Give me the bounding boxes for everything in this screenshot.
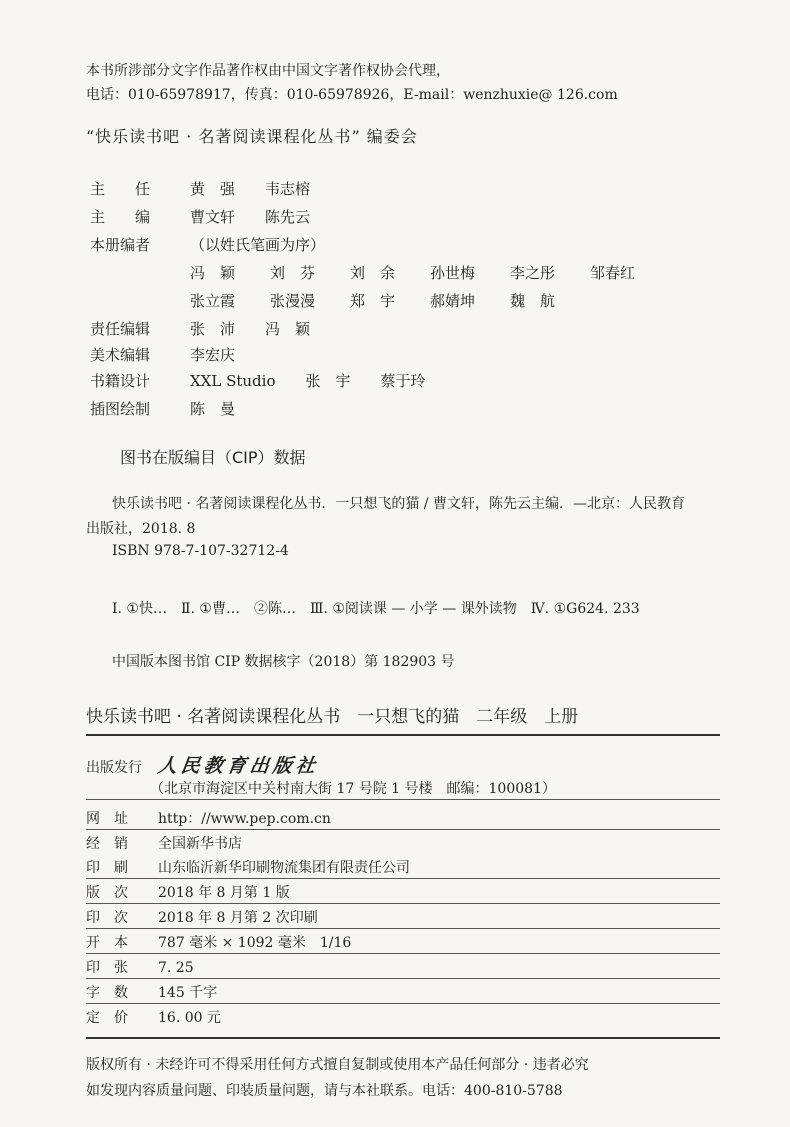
detail-row-word-count: [86, 982, 217, 1002]
detail-row-sheets: [86, 957, 194, 977]
committee-title: “快乐读书吧 · 名著阅读课程化丛书” 编委会: [86, 127, 418, 146]
detail-label: 定 价: [86, 1010, 128, 1026]
detail-value: 7. 25: [158, 960, 194, 976]
committee-value: 曹文轩 陈先云: [190, 208, 311, 226]
editors-list-row-2: [190, 290, 590, 311]
detail-row-distributor: [86, 833, 242, 853]
committee-value: 张 沛 冯 颖: [190, 320, 311, 338]
committee-label: 主 编: [90, 208, 151, 226]
detail-label: 印 次: [86, 910, 128, 926]
detail-value: 全国新华书店: [158, 836, 242, 852]
committee-row-volume-editors: [90, 234, 325, 255]
committee-label: 主 任: [90, 180, 151, 198]
committee-value: 陈 曼: [190, 400, 236, 418]
committee-row-book-design: [90, 370, 425, 391]
editors-list-row-1: [190, 262, 670, 283]
detail-row-website: [86, 808, 331, 828]
committee-label: 本册编者: [90, 236, 151, 254]
editor-name: 郑 宇: [350, 292, 396, 310]
copyright-agency-line: 本书所涉部分文字作品著作权由中国文字著作权协会代理，: [86, 63, 450, 79]
editor-name: 李之彤: [510, 264, 556, 282]
committee-row-chief-editor: [90, 206, 310, 227]
detail-value: 787 毫米 × 1092 毫米 1/16: [158, 935, 352, 951]
detail-value: http：//www.pep.com.cn: [158, 811, 331, 827]
editor-name: 刘 芬: [270, 264, 316, 282]
detail-label: 印 张: [86, 960, 128, 976]
editor-name: 张漫漫: [270, 292, 316, 310]
cip-entry-line-2: 出版社，2018. 8: [86, 521, 196, 537]
detail-value: 16. 00 元: [158, 1010, 221, 1026]
cip-approval-number: 中国版本图书馆 CIP 数据核字（2018）第 182903 号: [112, 654, 455, 670]
detail-label: 开 本: [86, 935, 128, 951]
cip-heading: 图书在版编目（CIP）数据: [120, 448, 306, 467]
committee-label: 书籍设计: [90, 372, 151, 390]
detail-value: 2018 年 8 月第 1 版: [158, 885, 290, 901]
committee-row-director: [90, 178, 310, 199]
detail-row-printer: [86, 857, 410, 877]
committee-value: （以姓氏笔画为序）: [190, 236, 326, 254]
divider: [86, 1037, 720, 1039]
committee-label: 插图绘制: [90, 400, 151, 418]
editor-name: 魏 航: [510, 292, 556, 310]
committee-row-art-editor: [90, 344, 235, 365]
committee-row-responsible-editor: [90, 318, 310, 339]
divider: [86, 903, 720, 904]
detail-label: 网 址: [86, 811, 128, 827]
divider: [86, 734, 720, 736]
cip-classification: Ⅰ. ①快… Ⅱ. ①曹… ②陈… Ⅲ. ①阅读课 — 小学 — 课外读物 Ⅳ. ①G624. 233: [112, 601, 640, 617]
committee-value: 李宏庆: [190, 346, 236, 364]
detail-value: 145 千字: [158, 985, 218, 1001]
divider: [86, 953, 720, 954]
copyright-notice: 版权所有 · 未经许可不得采用任何方式擅自复制或使用本产品任何部分 · 违者必究: [86, 1057, 589, 1073]
copyright-contact-line: 电话：010-65978917，传真：010-65978926，E-mail：wenzhuxie@ 126.com: [86, 87, 618, 103]
detail-label: 印 刷: [86, 860, 128, 876]
committee-label: 责任编辑: [90, 320, 151, 338]
publisher-label: 出版发行: [86, 760, 142, 776]
committee-value: XXL Studio 张 宇 蔡于玲: [190, 372, 426, 390]
detail-label: 版 次: [86, 885, 128, 901]
divider: [86, 878, 720, 879]
publisher-row: [86, 751, 319, 778]
detail-row-format: [86, 932, 351, 952]
editor-name: 郝婧坤: [430, 292, 476, 310]
detail-row-price: [86, 1007, 221, 1027]
divider: [86, 928, 720, 929]
detail-value: 山东临沂新华印刷物流集团有限责任公司: [158, 860, 410, 876]
detail-value: 2018 年 8 月第 2 次印刷: [158, 910, 318, 926]
quality-contact-notice: 如发现内容质量问题、印装质量问题，请与本社联系。电话：400-810-5788: [86, 1083, 563, 1099]
committee-label: 美术编辑: [90, 346, 151, 364]
detail-row-impression: [86, 907, 318, 927]
detail-label: 字 数: [86, 985, 128, 1001]
editor-name: 冯 颖: [190, 264, 236, 282]
divider: [86, 829, 720, 830]
detail-label: 经 销: [86, 836, 128, 852]
publisher-address: （北京市海淀区中关村南大街 17 号院 1 号楼 邮编：100081）: [150, 781, 556, 797]
divider: [86, 799, 720, 800]
editor-name: 张立霞: [190, 292, 236, 310]
cip-entry-line-1: 快乐读书吧 · 名著阅读课程化丛书．一只想飞的猫 / 曹文轩，陈先云主编．—北京：人民教育: [112, 496, 685, 512]
editor-name: 孙世梅: [430, 264, 476, 282]
editor-name: 邹春红: [590, 264, 636, 282]
committee-row-illustration: [90, 398, 235, 419]
detail-row-edition: [86, 882, 290, 902]
editor-name: 刘 余: [350, 264, 396, 282]
divider: [86, 978, 720, 979]
book-title: 快乐读书吧 · 名著阅读课程化丛书 一只想飞的猫 二年级 上册: [86, 707, 579, 727]
divider: [86, 1003, 720, 1004]
publisher-logo: 人民教育出版社: [156, 755, 321, 777]
cip-isbn: ISBN 978-7-107-32712-4: [112, 543, 289, 559]
committee-value: 黄 强 韦志榕: [190, 180, 311, 198]
